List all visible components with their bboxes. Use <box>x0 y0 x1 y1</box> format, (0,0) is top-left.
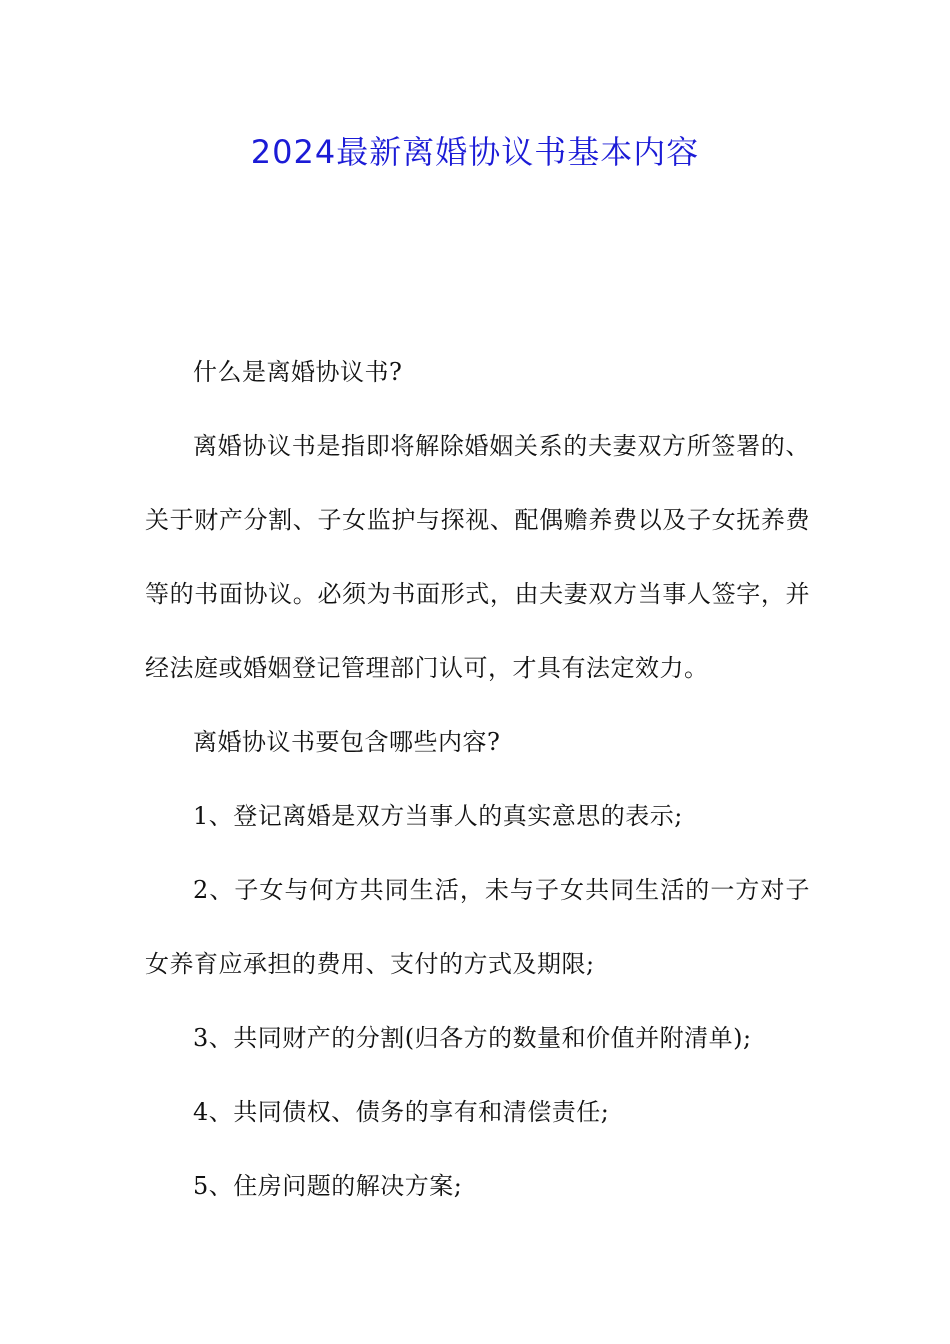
definition-paragraph: 离婚协议书是指即将解除婚姻关系的夫妻双方所签署的、关于财产分割、子女监护与探视、配偶赡养费以及子女抚养费等的书面协议。必须为书面形式，由夫妻双方当事人签字，并经法庭或婚姻登记管理部门认可，才具有法定效力。 <box>145 432 810 682</box>
question-contents: 离婚协议书要包含哪些内容? <box>193 728 501 756</box>
list-item-5: 5、住房问题的解决方案; <box>193 1172 463 1200</box>
list-item-2: 2、子女与何方共同生活，未与子女共同生活的一方对子女养育应承担的费用、支付的方式及期限; <box>145 876 810 978</box>
list-item-3: 3、共同财产的分割(归各方的数量和价值并附清单); <box>193 1024 752 1052</box>
list-item-1: 1、登记离婚是双方当事人的真实意思的表示; <box>193 802 683 830</box>
document-body <box>145 335 810 1223</box>
document-title: 2024最新离婚协议书基本内容 <box>250 133 700 171</box>
list-item-4: 4、共同债权、债务的享有和清偿责任; <box>193 1098 610 1126</box>
question-what-is-agreement: 什么是离婚协议书? <box>193 358 403 386</box>
